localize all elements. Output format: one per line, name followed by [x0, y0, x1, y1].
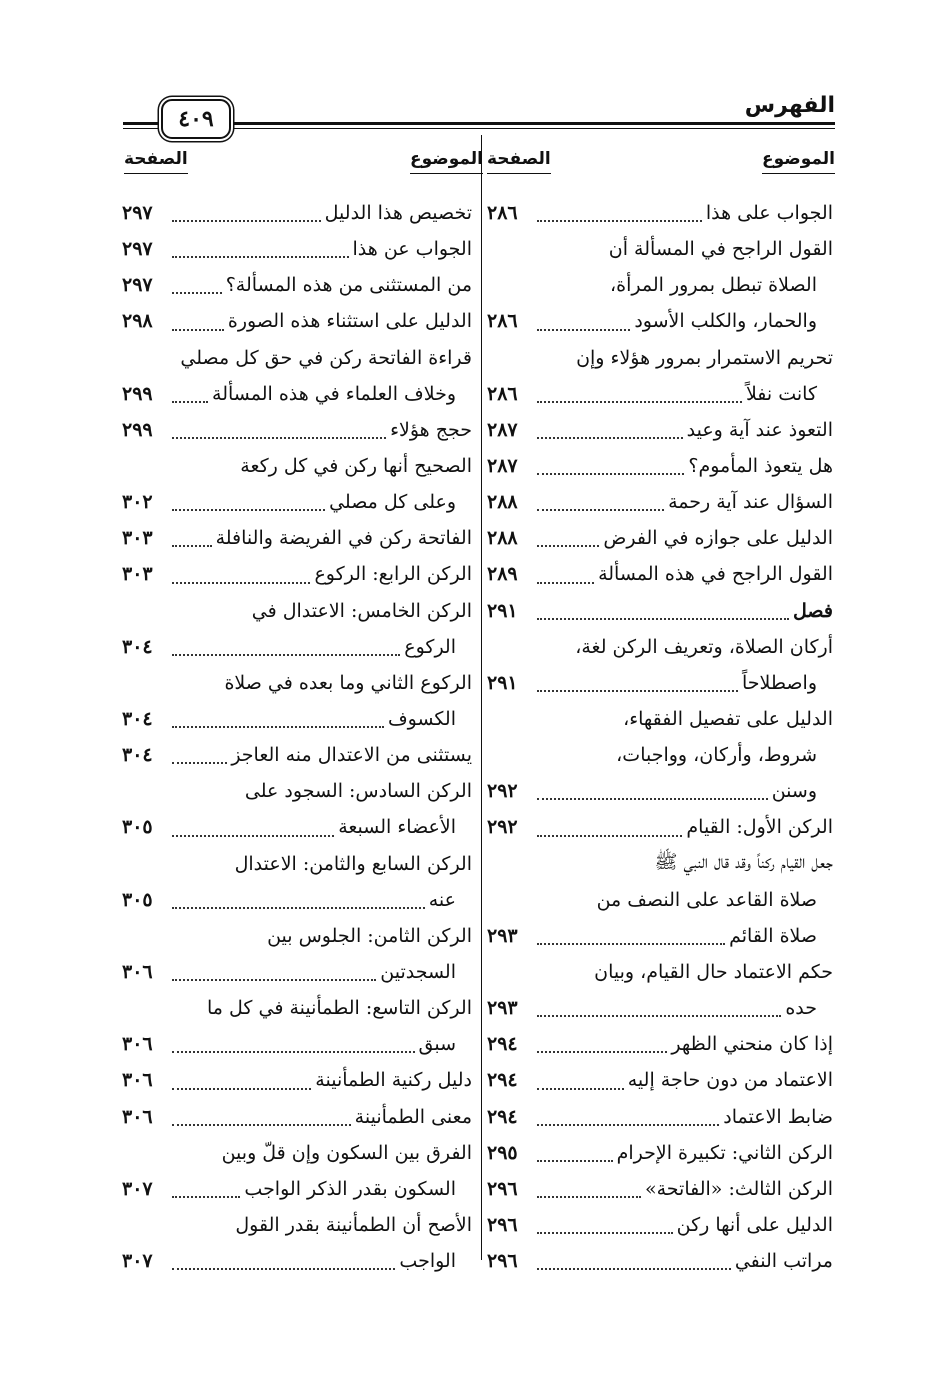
- index-entry: [122, 303, 472, 339]
- leader-dots: [537, 943, 725, 945]
- entry-page-number: ٢٩٦: [487, 1177, 518, 1200]
- entry-page-number: ٢٩٧: [122, 274, 153, 297]
- leader-dots: [172, 1196, 240, 1198]
- entry-text: سبق: [418, 1033, 456, 1056]
- index-entry: [487, 701, 833, 737]
- entry-text: جعل القيام ركناً وقد قال النبي ﷺ: [654, 850, 833, 873]
- index-entry: [487, 918, 833, 954]
- index-entry: [487, 665, 833, 701]
- entry-page-number: ٣٠٣: [122, 527, 153, 550]
- index-entry: [487, 882, 833, 918]
- entry-page-number: ٢٨٦: [487, 382, 518, 405]
- entry-page-number: ٣٠٦: [122, 1033, 153, 1056]
- entry-text: شروط، وأركان، وواجبات،: [616, 744, 817, 767]
- entry-text: الجواب على هذا: [705, 202, 833, 225]
- index-entry: [487, 1171, 833, 1207]
- leader-dots: [537, 1015, 781, 1017]
- entry-page-number: ٢٩٦: [487, 1214, 518, 1236]
- index-entry: [122, 340, 472, 376]
- entry-page-number: ٢٩٢: [487, 780, 518, 803]
- index-entry: [487, 737, 833, 773]
- entry-page-number: ٢٨٩: [487, 563, 518, 586]
- entry-page-number: ٢٩٦: [487, 1250, 518, 1273]
- entry-text: كانت نفلاً: [745, 382, 817, 405]
- entry-page-number: ٣٠٢: [122, 491, 153, 514]
- entry-text: السؤال عند آية رحمة: [668, 491, 833, 514]
- leader-dots: [172, 979, 376, 981]
- leader-dots: [537, 690, 738, 692]
- entry-text: الواجب: [399, 1250, 456, 1273]
- index-entry: [487, 846, 833, 882]
- entry-text: عنه: [428, 888, 456, 911]
- index-entry: [487, 448, 833, 484]
- index-column-left: [122, 195, 472, 1279]
- index-entry: [122, 593, 472, 629]
- leader-dots: [537, 618, 789, 620]
- entry-text: من المستثنى من هذه المسألة؟: [225, 274, 472, 297]
- entry-page-number: ٣٠٧: [122, 1177, 153, 1200]
- entry-text: الركن الخامس: الاعتدال في: [251, 599, 472, 622]
- entry-text: هل يتعوذ المأموم؟: [688, 455, 833, 478]
- entry-text: قراءة الفاتحة ركن في حق كل مصلي: [180, 346, 472, 369]
- entry-text: الأعضاء السبعة: [338, 816, 456, 839]
- entry-text: حكم الاعتماد حال القيام، وبيان: [594, 961, 833, 984]
- entry-page-number: ٢٨٧: [487, 455, 518, 478]
- index-entry: [487, 1243, 833, 1279]
- leader-dots: [537, 1160, 613, 1162]
- entry-page-number: ٢٨٨: [487, 491, 518, 514]
- entry-text: القول الراجح في المسألة أن: [608, 238, 833, 261]
- leader-dots: [537, 798, 768, 800]
- index-entry: [487, 1026, 833, 1062]
- entry-text: الركوع الثاني وما بعده في صلاة: [224, 671, 472, 694]
- entry-text: الركن السابع والثامن: الاعتدال: [234, 852, 472, 875]
- index-entry: [487, 1207, 833, 1243]
- entry-page-number: ٢٩٧: [122, 202, 153, 225]
- page-number-box: [161, 99, 231, 139]
- entry-text: صلاة القاعد على النصف من: [596, 888, 817, 911]
- entry-page-number: ٣٠٤: [122, 708, 153, 731]
- entry-text: أركان الصلاة، وتعريف الركن لغة،: [575, 635, 833, 658]
- entry-page-number: ٣٠٦: [122, 1105, 153, 1128]
- entry-page-number: ٢٨٨: [487, 527, 518, 550]
- leader-dots: [537, 329, 630, 331]
- index-entry: [487, 195, 833, 231]
- index-entry: [487, 954, 833, 990]
- leader-dots: [172, 1088, 311, 1090]
- entry-text: الركن الرابع: الركوع: [314, 563, 472, 586]
- index-entry: [487, 556, 833, 592]
- leader-dots: [172, 256, 349, 258]
- index-entry: [122, 1243, 472, 1279]
- index-entry: [122, 412, 472, 448]
- left-page-heading: الصفحة: [124, 149, 188, 174]
- index-entry: [487, 267, 833, 303]
- entry-page-number: ٢٩٤: [487, 1069, 518, 1092]
- index-entry: [122, 556, 472, 592]
- entry-text: الكسوف: [387, 708, 456, 731]
- entry-text: القول الراجح في هذه المسألة: [598, 563, 833, 586]
- index-entry: [122, 737, 472, 773]
- leader-dots: [172, 292, 222, 294]
- leader-dots: [537, 582, 594, 584]
- index-entry: [122, 773, 472, 809]
- entry-page-number: ٢٩٤: [487, 1033, 518, 1056]
- index-entry: [487, 1099, 833, 1135]
- entry-page-number: ٣٠٤: [122, 744, 153, 767]
- index-entry: [487, 1062, 833, 1098]
- index-entry: [122, 954, 472, 990]
- entry-text: معنى الطمأنينة: [354, 1105, 472, 1128]
- entry-text: الركن الأول: القيام: [686, 816, 833, 839]
- leader-dots: [172, 835, 334, 837]
- index-entry: [122, 448, 472, 484]
- index-entry: [487, 773, 833, 809]
- entry-page-number: ٢٩١: [487, 599, 518, 622]
- index-entry: [487, 303, 833, 339]
- entry-page-number: ٢٩١: [487, 671, 518, 694]
- entry-page-number: ٢٨٦: [487, 310, 518, 333]
- leader-dots: [172, 1268, 395, 1270]
- entry-text: الدليل على أنها ركن: [676, 1214, 833, 1236]
- index-entry: [487, 340, 833, 376]
- index-entry: [487, 484, 833, 520]
- entry-text: ضابط الاعتماد: [723, 1105, 833, 1128]
- entry-page-number: ٣٠٦: [122, 1069, 153, 1092]
- index-entry: [487, 1135, 833, 1171]
- entry-page-number: ٣٠٣: [122, 563, 153, 586]
- entry-page-number: ٢٨٧: [487, 418, 518, 441]
- leader-dots: [172, 545, 212, 547]
- entry-text: الصلاة تبطل بمرور المرأة،: [610, 274, 817, 297]
- entry-page-number: ٢٩٤: [487, 1105, 518, 1128]
- entry-text: يستثنى من الاعتدال منه العاجز: [231, 744, 472, 767]
- entry-text: صلاة القائم: [729, 924, 817, 947]
- entry-text: الأصح أن الطمأنينة بقدر القول: [235, 1214, 472, 1236]
- entry-text: تخصيص هذا الدليل: [324, 202, 472, 225]
- entry-text: الركن الثالث: «الفاتحة»: [644, 1177, 833, 1200]
- entry-text: الاعتماد من دون حاجة إليه: [627, 1069, 833, 1092]
- index-entry: [487, 231, 833, 267]
- entry-text: وعلى كل مصلي: [329, 491, 456, 514]
- entry-text: السكون بقدر الذكر الواجب: [244, 1177, 456, 1200]
- index-entry: [122, 1026, 472, 1062]
- leader-dots: [172, 220, 321, 222]
- entry-page-number: ٢٩٥: [487, 1141, 518, 1164]
- entry-text: الدليل على تفصيل الفقهاء،: [623, 708, 833, 731]
- leader-dots: [537, 1268, 731, 1270]
- entry-text: الركوع: [404, 635, 456, 658]
- entry-text: وسنن: [771, 780, 817, 803]
- entry-page-number: ٢٨٦: [487, 202, 518, 225]
- index-entry: [122, 990, 472, 1026]
- right-topic-heading: الموضوع: [762, 149, 835, 174]
- index-entry: [122, 882, 472, 918]
- entry-text: إذا كان منحني الظهر: [671, 1033, 833, 1056]
- page-number: ٤٠٩: [178, 106, 214, 132]
- index-entry: [122, 1135, 472, 1171]
- leader-dots: [537, 401, 742, 403]
- index-entry: [122, 520, 472, 556]
- entry-page-number: ٣٠٤: [122, 635, 153, 658]
- entry-text: الدليل على جوازه في الفرض: [603, 527, 833, 550]
- entry-text: الصحيح أنها ركن في كل ركعة: [240, 455, 472, 478]
- index-entry: [122, 231, 472, 267]
- leader-dots: [537, 1124, 719, 1126]
- leader-dots: [537, 1088, 624, 1090]
- index-entry: [122, 376, 472, 412]
- entry-text: الركن الثامن: الجلوس بين: [267, 924, 472, 947]
- index-entry: [487, 520, 833, 556]
- entry-text: حجج هؤلاء: [390, 418, 472, 441]
- entry-page-number: ٣٠٥: [122, 816, 153, 839]
- leader-dots: [172, 437, 386, 439]
- leader-dots: [172, 726, 384, 728]
- index-entry: [487, 593, 833, 629]
- entry-text: مراتب النفي: [734, 1250, 833, 1273]
- index-entry: [122, 484, 472, 520]
- leader-dots: [172, 654, 400, 656]
- leader-dots: [172, 329, 224, 331]
- leader-dots: [537, 1051, 667, 1053]
- index-entry: [487, 629, 833, 665]
- leader-dots: [172, 907, 425, 909]
- entry-text: الدليل على استثناء هذه الصورة: [227, 310, 472, 333]
- entry-page-number: ٢٩٩: [122, 382, 153, 405]
- index-entry: [122, 1099, 472, 1135]
- index-entry: [487, 809, 833, 845]
- entry-text: الفاتحة ركن في الفريضة والنافلة: [215, 527, 472, 550]
- index-entry: [122, 629, 472, 665]
- entry-page-number: ٢٩٧: [122, 238, 153, 261]
- entry-page-number: ٢٩٣: [487, 924, 518, 947]
- leader-dots: [172, 1051, 415, 1053]
- leader-dots: [537, 509, 664, 511]
- index-entry: [122, 665, 472, 701]
- index-entry: [122, 1171, 472, 1207]
- index-entry: [487, 412, 833, 448]
- left-topic-heading: الموضوع: [410, 149, 483, 174]
- entry-text: والحمار، والكلب الأسود: [634, 310, 817, 333]
- entry-page-number: ٢٩٨: [122, 310, 153, 333]
- right-page-heading: الصفحة: [487, 149, 551, 174]
- entry-text: التعوذ عند آية وعيد: [686, 418, 833, 441]
- index-entry: [122, 701, 472, 737]
- entry-text: السجدتين: [380, 961, 456, 984]
- entry-page-number: ٢٩٣: [487, 997, 518, 1020]
- leader-dots: [537, 1232, 673, 1234]
- index-entry: [122, 1062, 472, 1098]
- leader-dots: [537, 473, 684, 475]
- entry-page-number: ٣٠٦: [122, 961, 153, 984]
- leader-dots: [537, 437, 683, 439]
- entry-page-number: ٢٩٢: [487, 816, 518, 839]
- leader-dots: [172, 1124, 351, 1126]
- leader-dots: [172, 762, 227, 764]
- entry-text: حده: [785, 997, 817, 1020]
- leader-dots: [537, 545, 599, 547]
- index-entry: [122, 918, 472, 954]
- entry-text: دليل ركنية الطمأنينة: [315, 1069, 472, 1092]
- entry-text: الركن التاسع: الطمأنينة في كل ما: [207, 997, 472, 1020]
- entry-page-number: ٣٠٥: [122, 888, 153, 911]
- leader-dots: [172, 582, 310, 584]
- entry-text: فصل: [793, 599, 833, 622]
- index-entry: [122, 267, 472, 303]
- leader-dots: [172, 509, 325, 511]
- leader-dots: [537, 1196, 641, 1198]
- entry-page-number: ٣٠٧: [122, 1250, 153, 1273]
- entry-text: الجواب عن هذا: [352, 238, 472, 261]
- index-entry: [122, 809, 472, 845]
- entry-text: تحريم الاستمرار بمرور هؤلاء وإن: [576, 346, 833, 369]
- entry-text: الفرق بين السكون وإن قلّ وبين: [221, 1141, 472, 1164]
- entry-text: واصطلاحاً: [741, 671, 817, 694]
- index-entry: [122, 195, 472, 231]
- index-entry: [122, 846, 472, 882]
- leader-dots: [172, 401, 208, 403]
- index-entry: [487, 376, 833, 412]
- column-divider: [481, 135, 482, 1260]
- entry-text: وخلاف العلماء في هذه المسألة: [212, 382, 456, 405]
- entry-page-number: ٢٩٩: [122, 418, 153, 441]
- running-header-title: الفهرس: [744, 93, 835, 118]
- entry-text: الركن الثاني: تكبيرة الإحرام: [616, 1141, 833, 1164]
- index-column-right: [487, 195, 833, 1279]
- index-entry: [122, 1207, 472, 1243]
- leader-dots: [537, 835, 682, 837]
- entry-text: الركن السادس: السجود على: [244, 780, 472, 803]
- leader-dots: [537, 220, 702, 222]
- index-entry: [487, 990, 833, 1026]
